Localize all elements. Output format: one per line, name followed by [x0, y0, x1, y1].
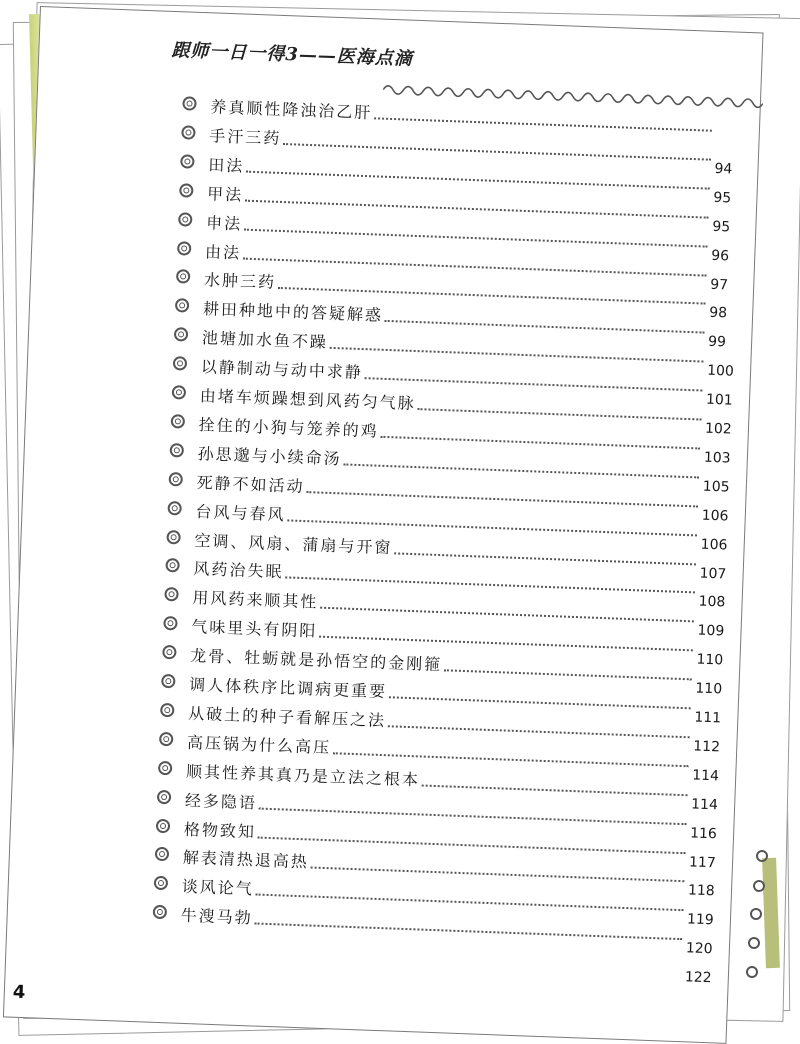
bullet-icon: [746, 966, 758, 978]
toc-entry-page: 109: [697, 622, 725, 640]
toc-entry-title: 格物致知: [183, 819, 257, 841]
running-header: 跟师一日一得3——医海点滴: [171, 39, 414, 70]
toc-entry-page: 110: [695, 680, 723, 698]
dot-leader: [389, 696, 691, 709]
bullet-icon: [178, 212, 193, 227]
bullet-icon: [170, 443, 185, 458]
bullet-icon: [159, 732, 174, 747]
toc-entry-page: 100: [706, 362, 735, 380]
bullet-icon: [164, 587, 179, 602]
dot-leader: [320, 607, 694, 623]
bullet-icon: [166, 530, 181, 545]
page-number: 4: [12, 981, 26, 1004]
toc-entry-page: 107: [699, 565, 727, 583]
bullet-icon: [750, 908, 762, 920]
toc-entry-title: 手汗三药: [209, 126, 282, 148]
bullet-icon: [172, 385, 187, 400]
bullet-icon: [153, 905, 168, 920]
toc-entry-title: 由法: [204, 241, 242, 263]
dot-leader: [311, 867, 685, 883]
toc-entry-page: 97: [709, 276, 729, 293]
toc-entry-page: 117: [688, 853, 717, 871]
toc-entry-page: 114: [691, 767, 720, 785]
toc-entry-title: 调人体秩序比调病更重要: [188, 674, 388, 702]
bullet-icon: [169, 472, 184, 487]
dot-leader: [330, 347, 704, 363]
toc-entry-title: 死静不如活动: [196, 472, 305, 496]
toc-entry-title: 风药治失眠: [193, 559, 284, 582]
bullet-icon: [173, 356, 188, 371]
dot-leader: [394, 552, 696, 565]
toc-entry-page: 103: [703, 449, 731, 467]
toc-entry-title: 谈风论气: [181, 877, 255, 899]
toc-entry-title: 拴住的小狗与笼养的鸡: [198, 414, 380, 441]
bullet-icon: [177, 241, 192, 256]
toc-entry-page: 110: [696, 651, 724, 669]
toc-entry-title: 养真顺性降浊治乙肝: [210, 97, 373, 123]
bullet-icon: [156, 818, 171, 833]
toc-entry-page: 102: [704, 420, 732, 438]
toc-entry-page: 94: [714, 160, 733, 178]
bullet-icon: [181, 125, 196, 140]
toc-entry-page: 106: [701, 507, 729, 525]
toc-entry-page: 108: [698, 593, 726, 611]
dot-leader: [365, 377, 703, 391]
toc-entry-title: 由堵车烦躁想到风药匀气脉: [199, 386, 417, 414]
toc-entry-title: 气味里头有阴阳: [191, 617, 318, 641]
dot-leader: [374, 117, 712, 131]
bullet-icon: [155, 847, 170, 862]
bullet-icon: [158, 761, 173, 776]
toc-entry-page: 101: [705, 391, 734, 409]
toc-entry-page: 95: [713, 189, 732, 207]
toc-entry-title: 龙骨、牡蛎就是孙悟空的金刚箍: [189, 646, 443, 675]
toc-entry-page: 116: [689, 824, 718, 842]
bullet-icon: [182, 96, 197, 111]
bullet-icon: [174, 327, 189, 342]
dot-leader: [444, 669, 692, 680]
toc-entry-title: 以静制动与动中求静: [200, 357, 364, 383]
toc-entry-title: 经多隐语: [184, 790, 258, 813]
bullet-icon: [176, 270, 191, 285]
bullet-icon: [161, 674, 176, 689]
bullet-icon: [175, 298, 190, 313]
toc-entry-title: 田法: [207, 155, 245, 176]
toc-entry-page: 118: [687, 882, 716, 900]
dot-leader: [343, 463, 699, 478]
bullet-icon: [167, 501, 182, 516]
bullet-icon: [163, 616, 178, 631]
dot-leader: [417, 408, 701, 420]
toc-entry-title: 高压锅为什么高压: [186, 732, 332, 757]
bullet-icon: [179, 183, 194, 198]
bullet-icon: [756, 850, 768, 862]
toc-entry-title: 用风药来顺其性: [192, 588, 319, 612]
toc-entry-page: 105: [702, 478, 730, 496]
toc-entry-title: 空调、风扇、蒲扇与开窗: [194, 530, 393, 557]
toc-entry-title: 甲法: [206, 183, 244, 205]
toc-entry-page: 114: [690, 796, 719, 814]
toc-entry-title: 孙思邈与小续命汤: [197, 443, 342, 469]
bullet-icon: [180, 154, 195, 169]
bullet-icon: [160, 703, 175, 718]
toc-entry-page: 98: [708, 305, 728, 322]
toc-entry-title: 池塘加水鱼不躁: [201, 328, 329, 352]
bullet-icon: [753, 880, 765, 892]
dot-leader: [385, 320, 705, 334]
bullet-icon: [171, 414, 186, 429]
toc-entry-page: 120: [685, 940, 713, 958]
dot-leader: [380, 436, 700, 450]
toc-entry-page: 96: [711, 247, 730, 265]
bullet-icon: [157, 789, 172, 804]
toc-entry-page: 112: [693, 738, 721, 756]
bullet-icon: [165, 558, 180, 573]
toc-entry-page: 99: [707, 334, 727, 351]
bullet-icon: [154, 876, 169, 891]
dot-leader: [422, 784, 688, 796]
toc-entry-title: 解表清热退高热: [182, 848, 310, 872]
toc-page: [3, 6, 764, 1044]
toc-entry-title: 申法: [205, 212, 243, 234]
toc-entry-page: 122: [684, 969, 712, 987]
toc-entry-title: 台风与春风: [195, 501, 286, 524]
toc-entry-title: 顺其性养其真乃是立法之根本: [185, 761, 421, 790]
dot-leader: [306, 491, 698, 507]
dot-leader: [333, 752, 689, 767]
bullet-icon: [748, 937, 760, 949]
toc-entry-page: 95: [712, 218, 731, 236]
toc-entry-page: 106: [700, 536, 728, 554]
toc-entry-title: 从破土的种子看解压之法: [187, 703, 387, 731]
toc-entry-title: 水肿三药: [203, 270, 277, 293]
toc-entry-title: 耕田种地中的答疑解惑: [202, 299, 384, 326]
toc-entry-page: 111: [694, 709, 722, 727]
toc-entry-page: 119: [686, 911, 714, 929]
bullet-icon: [162, 645, 177, 660]
dot-leader: [388, 725, 690, 738]
toc-entry-title: 牛溲马勃: [180, 905, 254, 928]
